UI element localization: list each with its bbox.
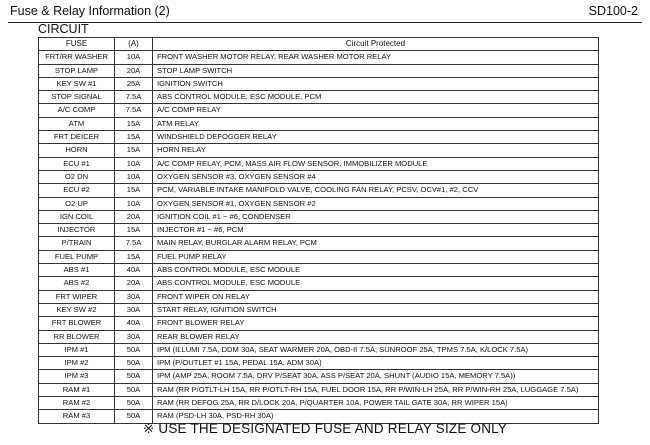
circuit-cell: IGNITION SWITCH: [153, 77, 599, 90]
fuse-name-cell: STOP SIGNAL: [39, 91, 115, 104]
table-row: [39, 157, 599, 170]
amperage-cell: 50A: [115, 357, 153, 370]
fuse-name-cell: ECU #2: [39, 184, 115, 197]
amperage-cell: 15A: [115, 131, 153, 144]
document-code: SD100-2: [588, 4, 638, 18]
table-row: [39, 303, 599, 316]
table-row: [39, 170, 599, 183]
amperage-cell: 50A: [115, 410, 153, 423]
circuit-cell: MAIN RELAY, BURGLAR ALARM RELAY, PCM: [153, 237, 599, 250]
amperage-cell: 50A: [115, 383, 153, 396]
fuse-name-cell: KEY SW #2: [39, 303, 115, 316]
table-row: [39, 131, 599, 144]
circuit-cell: FRONT WIPER ON RELAY: [153, 290, 599, 303]
amperage-cell: 15A: [115, 224, 153, 237]
amperage-cell: 15A: [115, 184, 153, 197]
fuse-name-cell: O2 UP: [39, 197, 115, 210]
table-row: [39, 184, 599, 197]
circuit-cell: IGNITION COIL #1 ~ #6, CONDENSER: [153, 210, 599, 223]
circuit-cell: FUEL PUMP RELAY: [153, 250, 599, 263]
circuit-cell: IPM (ILLUMI 7.5A, DDM 30A, SEAT WARMER 20A, OBD-II 7.5A, SUNROOF 25A, TPMS 7.5A, K/LOCK 7.5A): [153, 343, 599, 356]
fuse-name-cell: FRT/RR WASHER: [39, 51, 115, 64]
circuit-cell: RAM (RR P/OTLT-LH 15A, RR P/OTLT-RH 15A, FUEL DOOR 15A, RR P/WIN-LH 25A, RR P/WIN-RH 25A, LUGGAGE 7.5A): [153, 383, 599, 396]
amperage-cell: 30A: [115, 330, 153, 343]
section-label: CIRCUIT: [38, 22, 89, 36]
table-row: [39, 290, 599, 303]
circuit-cell: START RELAY, IGNITION SWITCH: [153, 303, 599, 316]
table-row: [39, 104, 599, 117]
fuse-name-cell: FRT WIPER: [39, 290, 115, 303]
circuit-cell: FRONT BLOWER RELAY: [153, 317, 599, 330]
footer-note: ※ USE THE DESIGNATED FUSE AND RELAY SIZE ONLY: [142, 421, 508, 436]
fuse-name-cell: ECU #1: [39, 157, 115, 170]
table-row: [39, 91, 599, 104]
fuse-table: [38, 37, 599, 424]
amperage-cell: 15A: [115, 117, 153, 130]
circuit-cell: OXYGEN SENSOR #1, OXYGEN SENSOR #2: [153, 197, 599, 210]
amperage-cell: 10A: [115, 157, 153, 170]
fuse-name-cell: RAM #3: [39, 410, 115, 423]
column-header-amperage: (A): [115, 38, 153, 51]
table-row: [39, 144, 599, 157]
circuit-cell: STOP LAMP SWITCH: [153, 64, 599, 77]
fuse-name-cell: KEY SW #1: [39, 77, 115, 90]
circuit-cell: ABS CONTROL MODULE, ESC MODULE, PCM: [153, 91, 599, 104]
circuit-cell: ATM RELAY: [153, 117, 599, 130]
fuse-name-cell: ABS #1: [39, 264, 115, 277]
amperage-cell: 7.5A: [115, 104, 153, 117]
fuse-name-cell: FUEL PUMP: [39, 250, 115, 263]
fuse-name-cell: RAM #1: [39, 383, 115, 396]
table-row: [39, 317, 599, 330]
fuse-name-cell: INJECTOR: [39, 224, 115, 237]
amperage-cell: 15A: [115, 250, 153, 263]
amperage-cell: 50A: [115, 397, 153, 410]
circuit-cell: IPM (P/OUTLET #1 15A, PEDAL 15A, ADM 30A): [153, 357, 599, 370]
amperage-cell: 50A: [115, 343, 153, 356]
fuse-name-cell: RAM #2: [39, 397, 115, 410]
amperage-cell: 7.5A: [115, 237, 153, 250]
fuse-name-cell: ATM: [39, 117, 115, 130]
amperage-cell: 40A: [115, 317, 153, 330]
circuit-cell: ABS CONTROL MODULE, ESC MODULE: [153, 264, 599, 277]
table-row: [39, 330, 599, 343]
circuit-cell: IPM (AMP 25A, ROOM 7.5A, DRV P/SEAT 30A, ASS P/SEAT 20A, SHUNT (AUDIO 15A, MEMORY 7.5A)): [153, 370, 599, 383]
circuit-cell: HORN RELAY: [153, 144, 599, 157]
fuse-name-cell: P/TRAIN: [39, 237, 115, 250]
amperage-cell: 10A: [115, 197, 153, 210]
fuse-name-cell: FRT DEICER: [39, 131, 115, 144]
circuit-cell: ABS CONTROL MODULE, ESC MODULE: [153, 277, 599, 290]
table-row: [39, 277, 599, 290]
page-title: Fuse & Relay Information (2): [10, 4, 170, 18]
circuit-cell: A/C COMP RELAY: [153, 104, 599, 117]
amperage-cell: 20A: [115, 210, 153, 223]
circuit-cell: RAM (RR DEFOG 25A, RR D/LOCK 20A, P/QUARTER 10A, POWER TAIL GATE 30A, RR WIPER 15A): [153, 397, 599, 410]
amperage-cell: 10A: [115, 51, 153, 64]
table-row: [39, 224, 599, 237]
circuit-cell: RAM (PSD-LH 30A, PSD-RH 30A): [153, 410, 599, 423]
column-header-fuse: FUSE: [39, 38, 115, 51]
table-row: [39, 117, 599, 130]
table-row: [39, 370, 599, 383]
fuse-name-cell: ABS #2: [39, 277, 115, 290]
table-row: [39, 383, 599, 396]
amperage-cell: 15A: [115, 144, 153, 157]
fuse-name-cell: IPM #3: [39, 370, 115, 383]
circuit-cell: OXYGEN SENSOR #3, OXYGEN SENSOR #4: [153, 170, 599, 183]
amperage-cell: 50A: [115, 370, 153, 383]
amperage-cell: 20A: [115, 64, 153, 77]
amperage-cell: 25A: [115, 77, 153, 90]
circuit-cell: PCM, VARIABLE INTAKE MANIFOLD VALVE, COOLING FAN RELAY, PCSV, OCV#1, #2, CCV: [153, 184, 599, 197]
amperage-cell: 30A: [115, 290, 153, 303]
fuse-name-cell: HORN: [39, 144, 115, 157]
table-row: [39, 77, 599, 90]
table-row: [39, 237, 599, 250]
page-header: [8, 0, 642, 23]
circuit-cell: A/C COMP RELAY, PCM, MASS AIR FLOW SENSOR, IMMOBILIZER MODULE: [153, 157, 599, 170]
fuse-name-cell: IGN COIL: [39, 210, 115, 223]
table-row: [39, 250, 599, 263]
circuit-cell: REAR BLOWER RELAY: [153, 330, 599, 343]
table-header-row: [39, 38, 599, 51]
fuse-name-cell: A/C COMP: [39, 104, 115, 117]
fuse-name-cell: O2 DN: [39, 170, 115, 183]
amperage-cell: 30A: [115, 303, 153, 316]
amperage-cell: 7.5A: [115, 91, 153, 104]
amperage-cell: 20A: [115, 277, 153, 290]
column-header-circuit: Circuit Protected: [153, 38, 599, 51]
table-row: [39, 197, 599, 210]
amperage-cell: 40A: [115, 264, 153, 277]
fuse-name-cell: RR BLOWER: [39, 330, 115, 343]
fuse-table-body: [39, 51, 599, 423]
table-row: [39, 264, 599, 277]
fuse-name-cell: IPM #2: [39, 357, 115, 370]
fuse-name-cell: FRT BLOWER: [39, 317, 115, 330]
table-row: [39, 397, 599, 410]
table-row: [39, 210, 599, 223]
circuit-cell: FRONT WASHER MOTOR RELAY, REAR WASHER MOTOR RELAY: [153, 51, 599, 64]
table-row: [39, 64, 599, 77]
table-row: [39, 51, 599, 64]
circuit-cell: INJECTOR #1 ~ #6, PCM: [153, 224, 599, 237]
table-row: [39, 357, 599, 370]
fuse-name-cell: STOP LAMP: [39, 64, 115, 77]
fuse-name-cell: IPM #1: [39, 343, 115, 356]
table-row: [39, 343, 599, 356]
amperage-cell: 10A: [115, 170, 153, 183]
circuit-cell: WINDSHIELD DEFOGGER RELAY: [153, 131, 599, 144]
